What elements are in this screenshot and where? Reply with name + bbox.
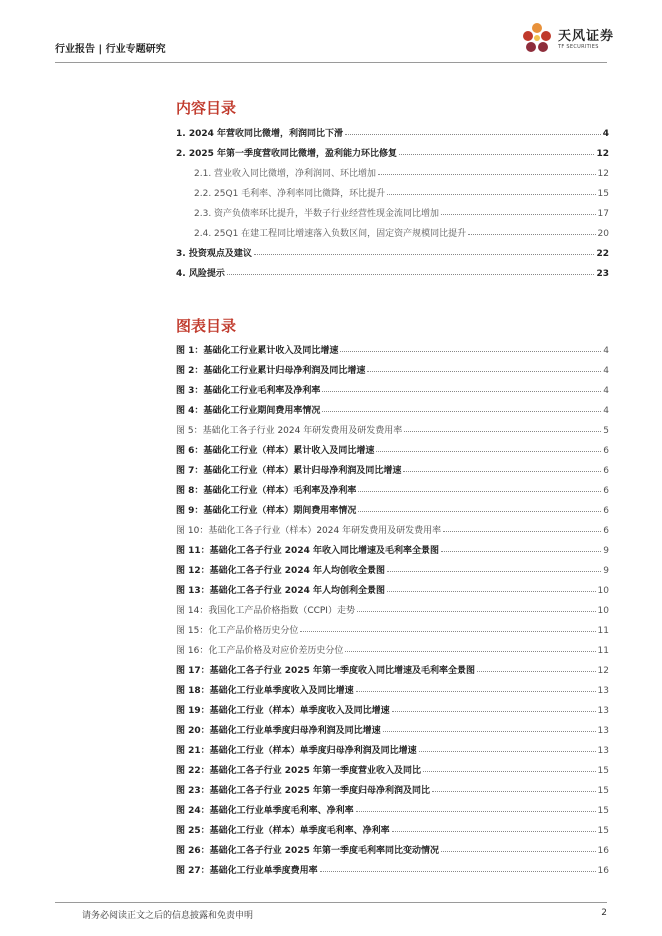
dot-leader <box>443 531 601 532</box>
dot-leader <box>399 154 594 155</box>
figures-entry-label: 图 10：基础化工各子行业（样本）2024 年研发费用及研发费用率 <box>176 526 442 536</box>
dot-leader <box>419 751 596 752</box>
figures-entry-label: 图 6：基础化工行业（样本）累计收入及同比增速 <box>176 446 375 456</box>
contents-entry[interactable] <box>176 139 609 159</box>
figures-entry-page: 10 <box>597 586 609 596</box>
dot-leader <box>383 731 596 732</box>
figures-entry-label: 图 17：基础化工各子行业 2025 年第一季度收入同比增速及毛利率全景图 <box>176 666 475 676</box>
figures-entry[interactable] <box>176 356 609 376</box>
figures-entry[interactable] <box>176 496 609 516</box>
dot-leader <box>356 691 596 692</box>
figures-entry-page: 15 <box>597 826 609 836</box>
figures-entry[interactable] <box>176 696 609 716</box>
figures-entry-label: 图 7：基础化工行业（样本）累计归母净利润及同比增速 <box>176 466 402 476</box>
figures-entry-page: 13 <box>597 726 609 736</box>
dot-leader <box>441 551 601 552</box>
company-logo <box>520 20 620 60</box>
dot-leader <box>358 511 601 512</box>
contents-entry-label: 2. 2025 年第一季度营收同比微增，盈利能力环比修复 <box>176 149 397 159</box>
figures-entry[interactable] <box>176 776 609 796</box>
contents-entry-page: 20 <box>597 229 609 239</box>
dot-leader <box>376 451 601 452</box>
dot-leader <box>432 791 596 792</box>
contents-list <box>176 119 609 279</box>
figures-entry-label: 图 21：基础化工行业（样本）单季度归母净利润及同比增速 <box>176 746 417 756</box>
figures-entry-label: 图 13：基础化工各子行业 2024 年人均创利全景图 <box>176 586 385 596</box>
figures-entry-label: 图 12：基础化工各子行业 2024 年人均创收全景图 <box>176 566 385 576</box>
footer-divider <box>55 902 607 903</box>
figures-entry[interactable] <box>176 736 609 756</box>
figures-entry[interactable] <box>176 676 609 696</box>
figures-entry-label: 图 1：基础化工行业累计收入及同比增速 <box>176 346 339 356</box>
dot-leader <box>320 871 596 872</box>
dot-leader <box>468 234 595 235</box>
figures-entry[interactable] <box>176 816 609 836</box>
figures-entry[interactable] <box>176 856 609 876</box>
figures-entry-page: 5 <box>603 426 609 436</box>
dot-leader <box>367 371 601 372</box>
dot-leader <box>358 491 601 492</box>
contents-entry-page: 12 <box>597 169 609 179</box>
dot-leader <box>441 851 596 852</box>
footer-disclaimer[interactable]: 请务必阅读正文之后的信息披露和免责申明 <box>82 911 254 921</box>
dot-leader <box>423 771 596 772</box>
contents-entry-label: 2.4. 25Q1 在建工程同比增速落入负数区间，固定资产规模同比提升 <box>194 229 467 239</box>
figures-entry[interactable] <box>176 756 609 776</box>
dot-leader <box>345 651 595 652</box>
contents-entry-page: 12 <box>596 149 609 159</box>
dot-leader <box>387 571 601 572</box>
contents-entry[interactable] <box>176 239 609 259</box>
contents-entry-label: 2.3. 资产负债率环比提升，半数子行业经营性现金流同比增加 <box>194 209 440 219</box>
contents-entry-page: 17 <box>597 209 609 219</box>
dot-leader <box>378 174 596 175</box>
dot-leader <box>392 831 596 832</box>
dot-leader <box>340 351 601 352</box>
figures-entry-page: 13 <box>597 686 609 696</box>
company-name: 天风证券 <box>558 29 615 44</box>
contents-entry-page: 22 <box>596 249 609 259</box>
dot-leader <box>477 671 596 672</box>
figures-entry-page: 12 <box>597 666 609 676</box>
figures-entry-page: 16 <box>597 846 609 856</box>
figures-entry-label: 图 16：化工产品价格及对应价差历史分位 <box>176 646 344 656</box>
figures-entry-page: 13 <box>597 746 609 756</box>
figures-entry[interactable] <box>176 416 609 436</box>
contents-entry[interactable] <box>176 179 609 199</box>
contents-entry-page: 4 <box>602 129 609 139</box>
figures-entry[interactable] <box>176 616 609 636</box>
figures-entry-page: 9 <box>603 546 609 556</box>
figures-entry-label: 图 14：我国化工产品价格指数（CCPI）走势 <box>176 606 355 616</box>
figures-entry-page: 6 <box>603 486 609 496</box>
flower-logo-icon <box>520 20 554 58</box>
figures-entry-label: 图 19：基础化工行业（样本）单季度收入及同比增速 <box>176 706 390 716</box>
dot-leader <box>345 134 601 135</box>
figures-entry-label: 图 15：化工产品价格历史分位 <box>176 626 299 636</box>
figures-entry[interactable] <box>176 396 609 416</box>
figures-entry-label: 图 9：基础化工行业（样本）期间费用率情况 <box>176 506 357 516</box>
figures-entry[interactable] <box>176 716 609 736</box>
figures-entry[interactable] <box>176 516 609 536</box>
figures-entry-page: 4 <box>603 386 609 396</box>
header-divider <box>55 62 607 63</box>
figures-entry-label: 图 26：基础化工各子行业 2025 年第一季度毛利率同比变动情况 <box>176 846 439 856</box>
figures-entry-page: 4 <box>603 346 609 356</box>
company-name-en: TF SECURITIES <box>558 44 599 50</box>
contents-entry-label: 4. 风险提示 <box>176 269 225 279</box>
figures-entry-label: 图 22：基础化工各子行业 2025 年第一季度营业收入及同比 <box>176 766 421 776</box>
figures-entry-page: 10 <box>597 606 609 616</box>
figures-entry[interactable] <box>176 336 609 356</box>
contents-entry-label: 2.2. 25Q1 毛利率、净利率同比微降，环比提升 <box>194 189 386 199</box>
figures-entry-label: 图 18：基础化工行业单季度收入及同比增速 <box>176 686 354 696</box>
figures-entry-page: 4 <box>603 406 609 416</box>
figures-entry[interactable] <box>176 376 609 396</box>
contents-entry-label: 2.1. 营业收入同比微增，净利润同、环比增加 <box>194 169 377 179</box>
dot-leader <box>322 391 601 392</box>
figures-entry[interactable] <box>176 836 609 856</box>
contents-entry[interactable] <box>176 159 609 179</box>
figures-title: 图表目录 <box>176 317 237 335</box>
figures-entry-page: 11 <box>597 626 609 636</box>
figures-entry-page: 6 <box>603 506 609 516</box>
figures-list <box>176 336 609 876</box>
figures-entry-page: 9 <box>603 566 609 576</box>
dot-leader <box>254 254 595 255</box>
contents-entry[interactable] <box>176 199 609 219</box>
dot-leader <box>441 214 596 215</box>
figures-entry-label: 图 5：基础化工各子行业 2024 年研发费用及研发费用率 <box>176 426 403 436</box>
contents-entry[interactable] <box>176 259 609 279</box>
dot-leader <box>404 431 601 432</box>
figures-entry-page: 4 <box>603 366 609 376</box>
figures-entry[interactable] <box>176 456 609 476</box>
figures-entry-label: 图 23：基础化工各子行业 2025 年第一季度归母净利润及同比 <box>176 786 430 796</box>
dot-leader <box>387 194 595 195</box>
figures-entry[interactable] <box>176 536 609 556</box>
figures-entry-page: 15 <box>597 786 609 796</box>
contents-entry[interactable] <box>176 219 609 239</box>
dot-leader <box>403 471 601 472</box>
dot-leader <box>392 711 596 712</box>
contents-entry-page: 23 <box>596 269 609 279</box>
figures-entry[interactable] <box>176 576 609 596</box>
dot-leader <box>227 274 595 275</box>
figures-entry-page: 13 <box>597 706 609 716</box>
figures-entry[interactable] <box>176 656 609 676</box>
contents-entry-page: 15 <box>597 189 609 199</box>
dot-leader <box>387 591 596 592</box>
figures-entry[interactable] <box>176 636 609 656</box>
report-breadcrumb: 行业报告 | 行业专题研究 <box>55 44 166 55</box>
figures-entry-page: 11 <box>597 646 609 656</box>
figures-entry-page: 6 <box>603 446 609 456</box>
figures-entry-page: 15 <box>597 766 609 776</box>
figures-entry[interactable] <box>176 596 609 616</box>
contents-entry-label: 3. 投资观点及建议 <box>176 249 252 259</box>
figures-entry-label: 图 3：基础化工行业毛利率及净利率 <box>176 386 321 396</box>
figures-entry-label: 图 2：基础化工行业累计归母净利润及同比增速 <box>176 366 366 376</box>
figures-entry[interactable] <box>176 556 609 576</box>
dot-leader <box>300 631 595 632</box>
contents-title: 内容目录 <box>176 99 237 117</box>
figures-entry-label: 图 20：基础化工行业单季度归母净利润及同比增速 <box>176 726 381 736</box>
figures-entry[interactable] <box>176 436 609 456</box>
figures-entry-page: 16 <box>597 866 609 876</box>
figures-entry-label: 图 4：基础化工行业期间费用率情况 <box>176 406 321 416</box>
figures-entry-label: 图 27：基础化工行业单季度费用率 <box>176 866 318 876</box>
figures-entry-label: 图 24：基础化工行业单季度毛利率、净利率 <box>176 806 354 816</box>
page-number: 2 <box>601 908 607 918</box>
figures-entry-page: 6 <box>603 526 609 536</box>
dot-leader <box>356 811 596 812</box>
figures-entry-label: 图 11：基础化工各子行业 2024 年收入同比增速及毛利率全景图 <box>176 546 439 556</box>
figures-entry-label: 图 8：基础化工行业（样本）毛利率及净利率 <box>176 486 357 496</box>
contents-entry[interactable] <box>176 119 609 139</box>
dot-leader <box>357 611 596 612</box>
figures-entry-page: 6 <box>603 466 609 476</box>
contents-entry-label: 1. 2024 年营收同比微增，利润同比下滑 <box>176 129 343 139</box>
figures-entry[interactable] <box>176 476 609 496</box>
figures-entry-page: 15 <box>597 806 609 816</box>
dot-leader <box>322 411 601 412</box>
figures-entry-label: 图 25：基础化工行业（样本）单季度毛利率、净利率 <box>176 826 390 836</box>
figures-entry[interactable] <box>176 796 609 816</box>
